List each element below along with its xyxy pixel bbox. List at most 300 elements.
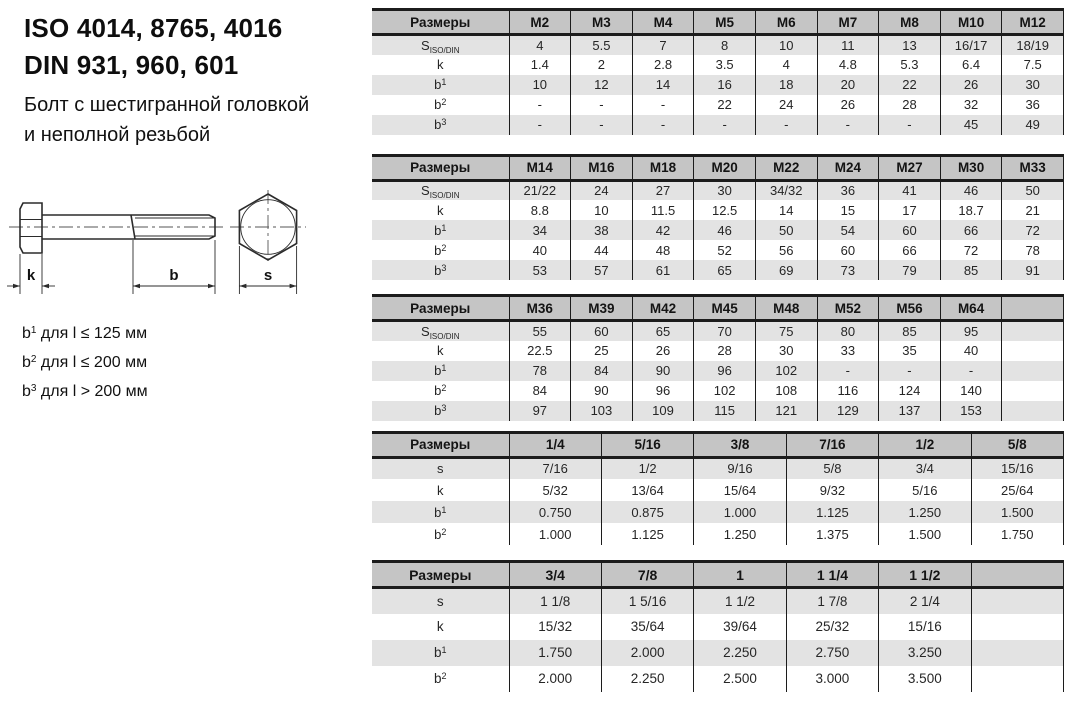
- table-cell: -: [509, 115, 571, 135]
- table-cell: 1.000: [509, 523, 601, 545]
- table-cell: 140: [940, 381, 1002, 401]
- dim-label-b: b: [169, 267, 179, 284]
- s-arrow-left: [239, 284, 246, 289]
- table-cell: 26: [940, 75, 1002, 95]
- table-row: [372, 260, 1064, 280]
- table-cell: 5/32: [509, 479, 601, 501]
- table-cell: -: [940, 361, 1002, 381]
- row-label: $b^2$: [372, 523, 509, 545]
- table-cell: 22.5: [509, 341, 571, 361]
- table-cell: 33: [817, 341, 879, 361]
- table-corner-header: Размеры: [372, 155, 509, 180]
- table-cell: 2.500: [694, 666, 786, 692]
- table-cell: 5/16: [879, 479, 971, 501]
- table-cell: 2.250: [601, 666, 693, 692]
- table-row: [372, 523, 1064, 545]
- table-metric-m14-m33: [372, 154, 1064, 281]
- table-row: [372, 381, 1064, 401]
- table-cell: 25: [571, 341, 633, 361]
- table-inch-3-4-to-1-1-2: [372, 560, 1064, 692]
- table-cell: 7: [632, 35, 694, 55]
- column-header-empty: [1002, 296, 1064, 321]
- table-cell: 96: [694, 361, 756, 381]
- table-cell: 22: [879, 75, 941, 95]
- table-cell: 49: [1002, 115, 1064, 135]
- table-cell: 69: [755, 260, 817, 280]
- dim-label-s: s: [263, 267, 273, 284]
- table-cell: 2 1/4: [879, 588, 971, 614]
- column-header: M22: [755, 155, 817, 180]
- table-cell: -: [879, 115, 941, 135]
- table-cell: -: [509, 95, 571, 115]
- table-cell: 46: [940, 180, 1002, 200]
- column-header: M24: [817, 155, 879, 180]
- table-cell-empty: [971, 614, 1063, 640]
- table-cell: 26: [632, 341, 694, 361]
- table-cell: 56: [755, 240, 817, 260]
- table-cell: 108: [755, 381, 817, 401]
- table-row: [372, 501, 1064, 523]
- table-cell: 1 7/8: [786, 588, 878, 614]
- table-cell: -: [571, 115, 633, 135]
- table-cell: 12: [571, 75, 633, 95]
- table-row: [372, 220, 1064, 240]
- note-line: $b^3$ для l > 200 мм: [22, 383, 148, 400]
- table-cell: 153: [940, 401, 1002, 421]
- table-cell: 50: [755, 220, 817, 240]
- table-cell: 66: [879, 240, 941, 260]
- b-arrow-left: [133, 284, 140, 289]
- table-cell: 124: [879, 381, 941, 401]
- table-cell: 72: [1002, 220, 1064, 240]
- column-header: M36: [509, 296, 571, 321]
- row-label: $b^1$: [372, 361, 509, 381]
- table-cell: 3.000: [786, 666, 878, 692]
- table-cell: 16: [694, 75, 756, 95]
- table-cell: 8.8: [509, 200, 571, 220]
- column-header: 1 1/2: [879, 562, 971, 588]
- table-cell: 57: [571, 260, 633, 280]
- table-cell: 121: [755, 401, 817, 421]
- table-cell: 1.125: [786, 501, 878, 523]
- table-cell: 1.250: [694, 523, 786, 545]
- dimension-tables: [372, 8, 1064, 692]
- table-corner-header: Размеры: [372, 296, 509, 321]
- column-header: M56: [879, 296, 941, 321]
- subtitle-block: [24, 90, 309, 150]
- table-cell: 1.750: [509, 640, 601, 666]
- table-cell: 30: [694, 180, 756, 200]
- table-cell: 10: [571, 200, 633, 220]
- table-row: [372, 115, 1064, 135]
- table-row: [372, 614, 1064, 640]
- table-cell: 5.5: [571, 35, 633, 55]
- table-corner-header: Размеры: [372, 432, 509, 457]
- table-cell: -: [879, 361, 941, 381]
- column-header: M2: [509, 10, 571, 35]
- product-description-line1: Болт с шестигранной головкой: [24, 94, 310, 116]
- bolt-end-view: [230, 190, 306, 294]
- column-header: M3: [571, 10, 633, 35]
- table-cell: 97: [509, 401, 571, 421]
- table-cell: 4: [755, 55, 817, 75]
- row-label: $b^3$: [372, 401, 509, 421]
- table-row: [372, 180, 1064, 200]
- column-header: M64: [940, 296, 1002, 321]
- table-row: [372, 240, 1064, 260]
- header-row: [372, 562, 1064, 588]
- row-label: $S_{ISO/DIN}$: [372, 180, 509, 200]
- table-cell: 36: [1002, 95, 1064, 115]
- table-cell: 38: [571, 220, 633, 240]
- table-cell: 66: [940, 220, 1002, 240]
- table-cell: 1.125: [601, 523, 693, 545]
- table-cell: 3.250: [879, 640, 971, 666]
- table-cell: 11.5: [632, 200, 694, 220]
- table-cell: 115: [694, 401, 756, 421]
- column-header: M14: [509, 155, 571, 180]
- table-cell: 28: [879, 95, 941, 115]
- column-header-empty: [971, 562, 1063, 588]
- table-cell-empty: [1002, 341, 1064, 361]
- table-cell: 40: [940, 341, 1002, 361]
- table-cell: -: [571, 95, 633, 115]
- header-row: [372, 296, 1064, 321]
- column-header: 1/2: [879, 432, 971, 457]
- table-cell: 25/64: [971, 479, 1063, 501]
- table-row: [372, 341, 1064, 361]
- column-header: 5/16: [601, 432, 693, 457]
- table-cell: 11: [817, 35, 879, 55]
- row-label: k: [372, 200, 509, 220]
- table-corner-header: Размеры: [372, 562, 509, 588]
- product-description-line2: и неполной резьбой: [24, 124, 211, 146]
- table-cell: 137: [879, 401, 941, 421]
- row-label: $b^2$: [372, 95, 509, 115]
- table-row: [372, 666, 1064, 692]
- table-cell: 24: [571, 180, 633, 200]
- table-cell: 1.375: [786, 523, 878, 545]
- column-header: 1: [694, 562, 786, 588]
- table-row: [372, 479, 1064, 501]
- table-cell: 45: [940, 115, 1002, 135]
- table-cell: 36: [817, 180, 879, 200]
- table-cell: 0.875: [601, 501, 693, 523]
- header-row: [372, 432, 1064, 457]
- table-cell: -: [632, 115, 694, 135]
- table-cell-empty: [971, 666, 1063, 692]
- table-cell: 78: [509, 361, 571, 381]
- table-cell: 12.5: [694, 200, 756, 220]
- column-header: M6: [755, 10, 817, 35]
- table-cell: 34/32: [755, 180, 817, 200]
- note-line: $b^1$ для l ≤ 125 мм: [22, 325, 148, 342]
- column-header: M16: [571, 155, 633, 180]
- row-label: $b^3$: [372, 260, 509, 280]
- table-cell: -: [755, 115, 817, 135]
- table-cell: 53: [509, 260, 571, 280]
- table-cell-empty: [1002, 321, 1064, 341]
- table-cell: 39/64: [694, 614, 786, 640]
- column-header: M10: [940, 10, 1002, 35]
- table-cell: 102: [755, 361, 817, 381]
- standard-title-iso: ISO 4014, 8765, 4016: [24, 13, 283, 43]
- table-row: [372, 321, 1064, 341]
- column-header: 1 1/4: [786, 562, 878, 588]
- table-cell: 116: [817, 381, 879, 401]
- table-cell: 103: [571, 401, 633, 421]
- table-cell: 15/32: [509, 614, 601, 640]
- table-cell: 20: [817, 75, 879, 95]
- row-label: k: [372, 479, 509, 501]
- table-cell: 25/32: [786, 614, 878, 640]
- column-header: 7/8: [601, 562, 693, 588]
- footnotes-block: [22, 318, 148, 405]
- table-cell: 91: [1002, 260, 1064, 280]
- table-cell: 1.500: [971, 501, 1063, 523]
- row-label: k: [372, 341, 509, 361]
- bolt-drawing-svg: [6, 190, 360, 308]
- table-cell: 22: [694, 95, 756, 115]
- table-cell: 1.750: [971, 523, 1063, 545]
- table-cell: 10: [755, 35, 817, 55]
- table-cell: 2.000: [601, 640, 693, 666]
- table-cell: 48: [632, 240, 694, 260]
- column-header: M30: [940, 155, 1002, 180]
- table-cell: 80: [817, 321, 879, 341]
- column-header: M12: [1002, 10, 1064, 35]
- table-cell: 1 5/16: [601, 588, 693, 614]
- table-cell: 84: [571, 361, 633, 381]
- table-row: [372, 401, 1064, 421]
- table-cell: -: [817, 361, 879, 381]
- table-cell: 85: [879, 321, 941, 341]
- table-cell: 7/16: [509, 457, 601, 479]
- column-header: M18: [632, 155, 694, 180]
- table-cell: 2.250: [694, 640, 786, 666]
- table-cell: 6.4: [940, 55, 1002, 75]
- table-row: [372, 35, 1064, 55]
- column-header: M42: [632, 296, 694, 321]
- table-metric-m2-m12: [372, 8, 1064, 135]
- table-cell: 60: [571, 321, 633, 341]
- table-cell: 3.500: [879, 666, 971, 692]
- row-label: $S_{ISO/DIN}$: [372, 35, 509, 55]
- table-cell: 90: [571, 381, 633, 401]
- table-row: [372, 361, 1064, 381]
- table-cell: 50: [1002, 180, 1064, 200]
- table-cell: 18/19: [1002, 35, 1064, 55]
- table-cell: 78: [1002, 240, 1064, 260]
- table-row: [372, 640, 1064, 666]
- standard-title-din: DIN 931, 960, 601: [24, 50, 239, 80]
- note-line: $b^2$ для l ≤ 200 мм: [22, 354, 148, 371]
- header-row: [372, 10, 1064, 35]
- table-cell: 75: [755, 321, 817, 341]
- table-cell: 44: [571, 240, 633, 260]
- row-label: $b^2$: [372, 666, 509, 692]
- table-row: [372, 95, 1064, 115]
- table-cell-empty: [971, 588, 1063, 614]
- row-label: $b^1$: [372, 75, 509, 95]
- table-cell: 1.250: [879, 501, 971, 523]
- table-cell: 42: [632, 220, 694, 240]
- table-cell: 30: [1002, 75, 1064, 95]
- table-cell: -: [632, 95, 694, 115]
- table-cell: 32: [940, 95, 1002, 115]
- table-cell: 34: [509, 220, 571, 240]
- table-cell: 1/2: [601, 457, 693, 479]
- table-inch-1-4-to-5-8: [372, 431, 1064, 546]
- row-label: $b^3$: [372, 115, 509, 135]
- column-header: 7/16: [786, 432, 878, 457]
- table-cell: 15/16: [879, 614, 971, 640]
- table-cell: 0.750: [509, 501, 601, 523]
- row-label: $b^1$: [372, 220, 509, 240]
- column-header: M48: [755, 296, 817, 321]
- table-cell: 65: [632, 321, 694, 341]
- row-label: k: [372, 614, 509, 640]
- table-cell: 21: [1002, 200, 1064, 220]
- table-cell: 1.4: [509, 55, 571, 75]
- table-cell: 24: [755, 95, 817, 115]
- table-cell: 72: [940, 240, 1002, 260]
- table-cell: 18: [755, 75, 817, 95]
- table-cell: 109: [632, 401, 694, 421]
- table-cell: 15: [817, 200, 879, 220]
- table-cell: 95: [940, 321, 1002, 341]
- table-cell: 41: [879, 180, 941, 200]
- row-label: $b^2$: [372, 240, 509, 260]
- table-cell: 70: [694, 321, 756, 341]
- k-arrow-right: [42, 284, 49, 289]
- table-cell: 13/64: [601, 479, 693, 501]
- table-cell: 5.3: [879, 55, 941, 75]
- column-header: M39: [571, 296, 633, 321]
- row-label: s: [372, 457, 509, 479]
- table-cell-empty: [1002, 361, 1064, 381]
- table-cell: 4.8: [817, 55, 879, 75]
- table-cell: 27: [632, 180, 694, 200]
- table-cell: 3/4: [879, 457, 971, 479]
- table-cell: 55: [509, 321, 571, 341]
- table-cell: 9/32: [786, 479, 878, 501]
- table-cell: 73: [817, 260, 879, 280]
- row-label: $S_{ISO/DIN}$: [372, 321, 509, 341]
- table-row: [372, 457, 1064, 479]
- bolt-head-outline: [20, 203, 42, 253]
- table-corner-header: Размеры: [372, 10, 509, 35]
- column-header: 1/4: [509, 432, 601, 457]
- table-cell: 84: [509, 381, 571, 401]
- table-cell: -: [694, 115, 756, 135]
- row-label: $b^1$: [372, 501, 509, 523]
- table-cell: 15/64: [694, 479, 786, 501]
- table-row: [372, 588, 1064, 614]
- table-cell: 52: [694, 240, 756, 260]
- column-header: 5/8: [971, 432, 1063, 457]
- table-cell: 28: [694, 341, 756, 361]
- table-cell: 5/8: [786, 457, 878, 479]
- table-row: [372, 200, 1064, 220]
- table-cell: 1.000: [694, 501, 786, 523]
- table-cell: 61: [632, 260, 694, 280]
- table-cell: 129: [817, 401, 879, 421]
- table-cell: 79: [879, 260, 941, 280]
- table-row: [372, 75, 1064, 95]
- header-row: [372, 155, 1064, 180]
- s-arrow-right: [290, 284, 297, 289]
- table-cell: 18.7: [940, 200, 1002, 220]
- table-cell-empty: [1002, 401, 1064, 421]
- column-header: 3/4: [509, 562, 601, 588]
- table-cell: 2.750: [786, 640, 878, 666]
- table-cell: 8: [694, 35, 756, 55]
- table-cell: 102: [694, 381, 756, 401]
- table-cell: -: [817, 115, 879, 135]
- column-header: M7: [817, 10, 879, 35]
- table-cell: 15/16: [971, 457, 1063, 479]
- table-cell: 26: [817, 95, 879, 115]
- b-arrow-right: [208, 284, 215, 289]
- table-cell: 60: [879, 220, 941, 240]
- table-row: [372, 55, 1064, 75]
- row-label: $b^2$: [372, 381, 509, 401]
- table-cell: 30: [755, 341, 817, 361]
- table-cell: 40: [509, 240, 571, 260]
- title-block: [24, 10, 282, 84]
- table-cell-empty: [971, 640, 1063, 666]
- table-cell-empty: [1002, 381, 1064, 401]
- table-cell: 46: [694, 220, 756, 240]
- column-header: M52: [817, 296, 879, 321]
- column-header: M45: [694, 296, 756, 321]
- bolt-technical-drawing: [6, 190, 360, 308]
- dim-label-k: k: [26, 267, 36, 284]
- table-cell: 54: [817, 220, 879, 240]
- table-cell: 2.000: [509, 666, 601, 692]
- table-cell: 35/64: [601, 614, 693, 640]
- column-header: M27: [879, 155, 941, 180]
- table-cell: 3.5: [694, 55, 756, 75]
- table-cell: 1 1/8: [509, 588, 601, 614]
- column-header: M20: [694, 155, 756, 180]
- k-arrow-left: [13, 284, 20, 289]
- table-cell: 14: [755, 200, 817, 220]
- table-cell: 85: [940, 260, 1002, 280]
- table-cell: 21/22: [509, 180, 571, 200]
- table-cell: 7.5: [1002, 55, 1064, 75]
- column-header: M8: [879, 10, 941, 35]
- table-cell: 13: [879, 35, 941, 55]
- column-header: M5: [694, 10, 756, 35]
- table-cell: 14: [632, 75, 694, 95]
- row-label: $b^1$: [372, 640, 509, 666]
- table-cell: 60: [817, 240, 879, 260]
- table-cell: 65: [694, 260, 756, 280]
- table-cell: 16/17: [940, 35, 1002, 55]
- table-cell: 1.500: [879, 523, 971, 545]
- table-cell: 90: [632, 361, 694, 381]
- table-metric-m36-m64: [372, 294, 1064, 421]
- row-label: s: [372, 588, 509, 614]
- row-label: k: [372, 55, 509, 75]
- table-cell: 4: [509, 35, 571, 55]
- table-cell: 2.8: [632, 55, 694, 75]
- bolt-side-view: [7, 203, 226, 294]
- table-cell: 96: [632, 381, 694, 401]
- column-header: M33: [1002, 155, 1064, 180]
